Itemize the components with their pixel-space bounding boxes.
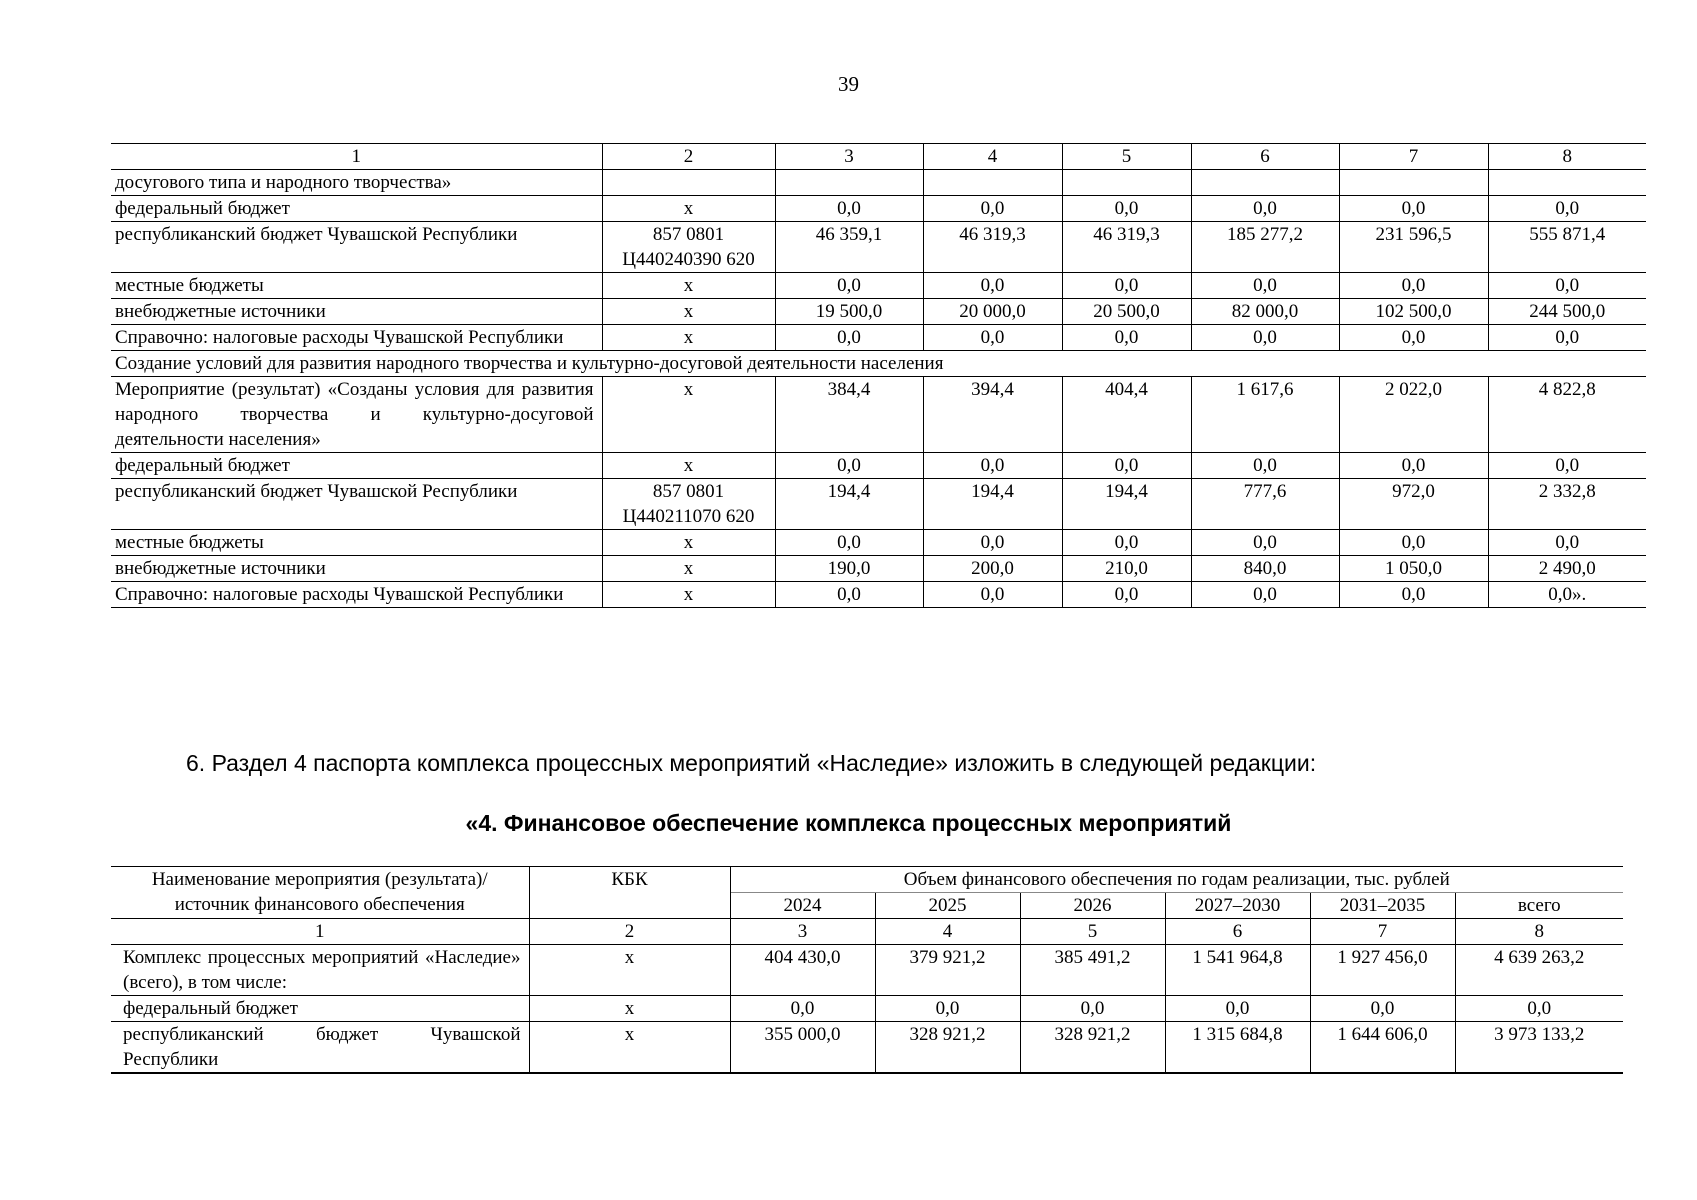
column-number-cell: 8 [1455,919,1623,945]
value-cell: 0,0 [1339,530,1488,556]
value-cell: 46 319,3 [1062,222,1191,273]
kbk-cell: x [529,945,730,996]
value-cell: 379 921,2 [875,945,1020,996]
value-cell: 0,0 [1310,996,1455,1022]
table-row [111,479,1646,530]
value-cell: 0,0 [1455,996,1623,1022]
value-cell: 0,0 [1191,530,1339,556]
value-cell: 102 500,0 [1339,299,1488,325]
column-number-row [111,144,1646,170]
value-cell: 4 822,8 [1488,377,1646,453]
value-cell: 0,0 [923,196,1062,222]
value-cell: 355 000,0 [730,1022,875,1074]
table-row [111,996,1623,1022]
table-row [111,273,1646,299]
header-year-cell: всего [1455,893,1623,919]
column-number-cell: 6 [1191,144,1339,170]
value-cell: 194,4 [1062,479,1191,530]
header-volume-cell: Объем финансового обеспечения по годам реализации, тыс. рублей [730,867,1623,893]
column-number-cell: 3 [730,919,875,945]
kbk-cell [602,170,775,196]
column-number-cell: 7 [1339,144,1488,170]
header-year-cell: 2024 [730,893,875,919]
value-cell [775,170,923,196]
kbk-cell: x [529,996,730,1022]
row-name-cell: местные бюджеты [111,530,602,556]
value-cell: 0,0 [923,582,1062,608]
value-cell: 0,0 [730,996,875,1022]
value-cell: 0,0 [775,325,923,351]
table-row [111,556,1646,582]
value-cell: 200,0 [923,556,1062,582]
kbk-cell: x [602,273,775,299]
value-cell: 0,0 [1062,273,1191,299]
section-row [111,351,1646,377]
value-cell: 0,0 [1488,196,1646,222]
value-cell: 0,0 [1062,453,1191,479]
table-row [111,299,1646,325]
value-cell: 328 921,2 [875,1022,1020,1074]
value-cell: 2 332,8 [1488,479,1646,530]
value-cell: 0,0 [1488,273,1646,299]
header-name-cell: Наименование мероприятия (результата)/источник финансового обеспечения [111,867,529,919]
value-cell: 1 617,6 [1191,377,1339,453]
value-cell: 0,0 [1191,453,1339,479]
value-cell: 0,0 [775,453,923,479]
financing-table [111,866,1623,1074]
financing-table-continued [111,143,1646,608]
value-cell: 404 430,0 [730,945,875,996]
kbk-cell: x [602,453,775,479]
value-cell: 0,0 [1191,196,1339,222]
value-cell: 185 277,2 [1191,222,1339,273]
column-number-cell: 4 [875,919,1020,945]
value-cell [1339,170,1488,196]
header-kbk-cell: КБК [529,867,730,919]
value-cell: 0,0 [775,273,923,299]
column-number-cell: 5 [1020,919,1165,945]
value-cell [923,170,1062,196]
value-cell: 0,0». [1488,582,1646,608]
value-cell: 194,4 [775,479,923,530]
column-number-cell: 5 [1062,144,1191,170]
value-cell: 0,0 [1339,453,1488,479]
row-name-cell: республиканский бюджет Чувашской Республики [111,1022,529,1074]
value-cell: 0,0 [1165,996,1310,1022]
value-cell: 0,0 [923,530,1062,556]
value-cell: 0,0 [923,273,1062,299]
value-cell: 385 491,2 [1020,945,1165,996]
value-cell: 46 359,1 [775,222,923,273]
table-row [111,582,1646,608]
value-cell: 1 644 606,0 [1310,1022,1455,1074]
kbk-cell: x [602,196,775,222]
column-number-cell: 4 [923,144,1062,170]
value-cell: 231 596,5 [1339,222,1488,273]
value-cell: 0,0 [1339,325,1488,351]
value-cell: 194,4 [923,479,1062,530]
value-cell: 0,0 [1339,273,1488,299]
table-row [111,222,1646,273]
row-name-cell: внебюджетные источники [111,299,602,325]
kbk-cell: x [602,325,775,351]
row-name-cell: республиканский бюджет Чувашской Республики [111,222,602,273]
section-heading: «4. Финансовое обеспечение комплекса процессных мероприятий [465,810,1232,836]
value-cell: 394,4 [923,377,1062,453]
value-cell: 0,0 [775,196,923,222]
value-cell: 1 927 456,0 [1310,945,1455,996]
column-number-cell: 1 [111,919,529,945]
value-cell: 777,6 [1191,479,1339,530]
section-title-cell: Создание условий для развития народного творчества и культурно-досуговой деятельности населения [111,351,1646,377]
table-row [111,530,1646,556]
value-cell: 0,0 [1062,196,1191,222]
value-cell: 0,0 [923,325,1062,351]
row-name-cell: федеральный бюджет [111,453,602,479]
column-number-cell: 7 [1310,919,1455,945]
kbk-cell: x [602,556,775,582]
value-cell: 3 973 133,2 [1455,1022,1623,1074]
table-row [111,945,1623,996]
table-row [111,325,1646,351]
row-name-cell: Мероприятие (результат) «Созданы условия для развития народного творчества и культурно-досуговой деятельности населения» [111,377,602,453]
value-cell: 0,0 [1062,582,1191,608]
value-cell: 20 500,0 [1062,299,1191,325]
kbk-cell: x [602,299,775,325]
row-name-cell: Комплекс процессных мероприятий «Наследие» (всего), в том числе: [111,945,529,996]
table-row [111,170,1646,196]
table-header-row [111,867,1623,893]
row-name-cell: местные бюджеты [111,273,602,299]
value-cell: 0,0 [1020,996,1165,1022]
row-name-cell: Справочно: налоговые расходы Чувашской Республики [111,582,602,608]
value-cell: 210,0 [1062,556,1191,582]
value-cell: 19 500,0 [775,299,923,325]
value-cell: 4 639 263,2 [1455,945,1623,996]
value-cell: 1 541 964,8 [1165,945,1310,996]
value-cell: 0,0 [775,530,923,556]
column-number-cell: 6 [1165,919,1310,945]
header-year-cell: 2031–2035 [1310,893,1455,919]
row-name-cell: внебюджетные источники [111,556,602,582]
column-number-cell: 8 [1488,144,1646,170]
row-name-cell: федеральный бюджет [111,196,602,222]
column-number-cell: 3 [775,144,923,170]
table-number-row [111,919,1623,945]
value-cell: 0,0 [1062,530,1191,556]
value-cell: 0,0 [1191,582,1339,608]
value-cell: 0,0 [1488,453,1646,479]
value-cell: 0,0 [1191,273,1339,299]
value-cell: 46 319,3 [923,222,1062,273]
value-cell: 0,0 [775,582,923,608]
value-cell: 1 050,0 [1339,556,1488,582]
value-cell: 384,4 [775,377,923,453]
value-cell: 555 871,4 [1488,222,1646,273]
kbk-cell: x [602,582,775,608]
column-number-cell: 2 [529,919,730,945]
header-year-cell: 2027–2030 [1165,893,1310,919]
value-cell: 20 000,0 [923,299,1062,325]
value-cell: 0,0 [1339,582,1488,608]
value-cell: 2 022,0 [1339,377,1488,453]
value-cell [1062,170,1191,196]
table-row [111,196,1646,222]
value-cell: 972,0 [1339,479,1488,530]
value-cell: 0,0 [923,453,1062,479]
value-cell: 190,0 [775,556,923,582]
row-name-cell: досугового типа и народного творчества» [111,170,602,196]
value-cell: 0,0 [1488,325,1646,351]
instruction-paragraph: 6. Раздел 4 паспорта комплекса процессных мероприятий «Наследие» изложить в следующей редакции: [186,750,1317,776]
value-cell: 0,0 [875,996,1020,1022]
row-name-cell: Справочно: налоговые расходы Чувашской Республики [111,325,602,351]
value-cell: 0,0 [1488,530,1646,556]
page-number: 39 [838,72,859,96]
value-cell: 0,0 [1339,196,1488,222]
row-name-cell: федеральный бюджет [111,996,529,1022]
table-row [111,377,1646,453]
kbk-cell: x [602,530,775,556]
value-cell [1191,170,1339,196]
row-name-cell: республиканский бюджет Чувашской Республики [111,479,602,530]
kbk-cell: x [602,377,775,453]
value-cell: 1 315 684,8 [1165,1022,1310,1074]
value-cell: 840,0 [1191,556,1339,582]
value-cell [1488,170,1646,196]
value-cell: 328 921,2 [1020,1022,1165,1074]
table-row [111,1022,1623,1074]
value-cell: 404,4 [1062,377,1191,453]
value-cell: 82 000,0 [1191,299,1339,325]
column-number-cell: 1 [111,144,602,170]
column-number-cell: 2 [602,144,775,170]
kbk-cell: 857 0801 Ц440240390 620 [602,222,775,273]
header-year-cell: 2025 [875,893,1020,919]
value-cell: 2 490,0 [1488,556,1646,582]
value-cell: 0,0 [1062,325,1191,351]
header-year-cell: 2026 [1020,893,1165,919]
value-cell: 244 500,0 [1488,299,1646,325]
kbk-cell: 857 0801 Ц440211070 620 [602,479,775,530]
value-cell: 0,0 [1191,325,1339,351]
table-row [111,453,1646,479]
kbk-cell: x [529,1022,730,1074]
